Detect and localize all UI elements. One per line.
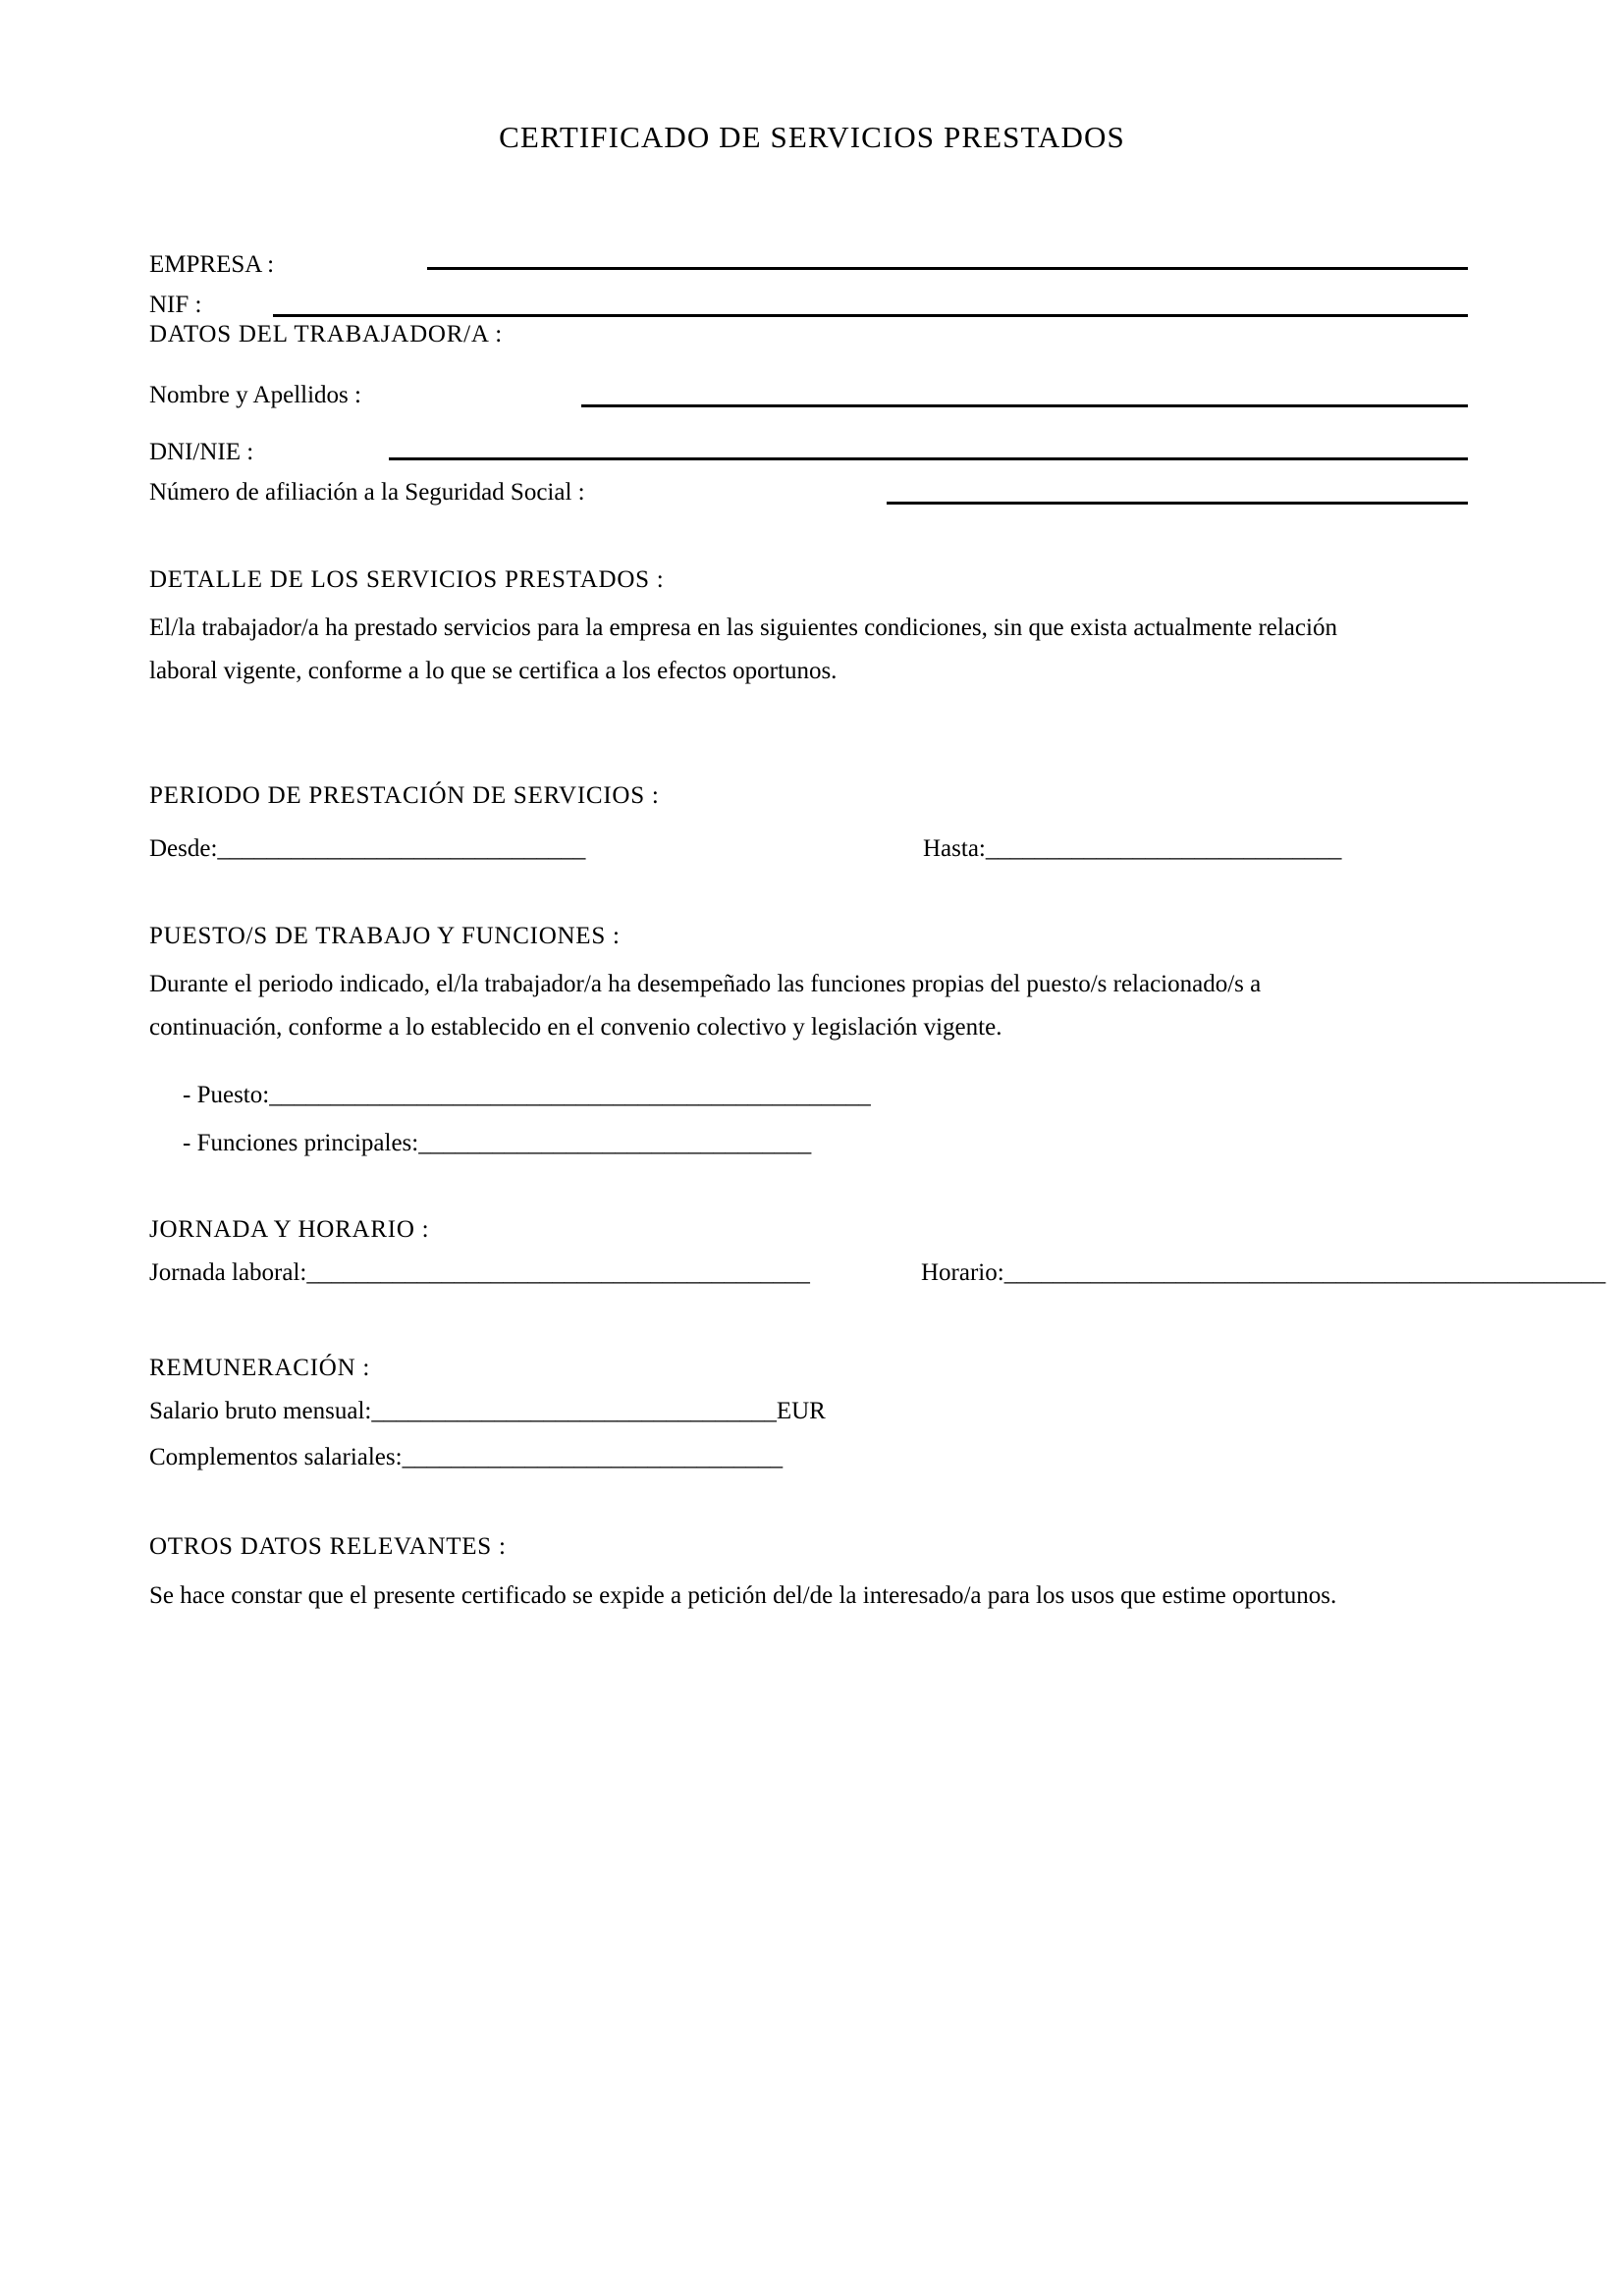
- horario-field[interactable]: [921, 1260, 1605, 1285]
- page-title: CERTIFICADO DE SERVICIOS PRESTADOS: [499, 120, 1125, 154]
- salario-bruto-input-fill[interactable]: _________________________________: [371, 1398, 777, 1424]
- hasta-label: Hasta:: [923, 835, 986, 862]
- jornada-laboral-field[interactable]: [149, 1260, 810, 1285]
- afiliacion-input-rule[interactable]: [887, 502, 1468, 505]
- hasta-input-fill[interactable]: _____________________________: [985, 835, 1342, 862]
- nif-input-rule[interactable]: [273, 314, 1468, 317]
- funciones-field[interactable]: [183, 1131, 811, 1155]
- puesto-label: - Puesto:: [183, 1082, 270, 1108]
- desde-label: Desde:: [149, 835, 218, 862]
- periodo-heading: PERIODO DE PRESTACIÓN DE SERVICIOS :: [149, 782, 660, 809]
- desde-input-fill[interactable]: ______________________________: [217, 835, 586, 862]
- detalle-heading: DETALLE DE LOS SERVICIOS PRESTADOS :: [149, 566, 665, 593]
- empresa-input-rule[interactable]: [427, 267, 1468, 270]
- jornada-laboral-label: Jornada laboral:: [149, 1259, 307, 1286]
- complementos-label: Complementos salariales:: [149, 1444, 403, 1470]
- horario-input-fill[interactable]: _________________________________________________: [1003, 1259, 1606, 1286]
- jornada-laboral-input-fill[interactable]: _________________________________________: [306, 1259, 810, 1286]
- puestos-body: Durante el periodo indicado, el/la trabajador/a ha desempeñado las funciones propias del puesto/s relacionado/s a continuación, conforme a lo establecido en el convenio colectivo y legislación vigente.: [149, 971, 1262, 1041]
- desde-field[interactable]: [149, 836, 585, 861]
- jornada-heading: JORNADA Y HORARIO :: [149, 1216, 430, 1243]
- nif-label: NIF :: [149, 292, 202, 318]
- horario-label: Horario:: [921, 1259, 1004, 1286]
- salario-bruto-label: Salario bruto mensual:: [149, 1398, 372, 1424]
- otros-body: Se hace constar que el presente certificado se expide a petición del/de la interesado/a para los usos que estime oportunos.: [149, 1582, 1337, 1609]
- dni-nie-input-rule[interactable]: [389, 457, 1468, 460]
- funciones-label: - Funciones principales:: [183, 1130, 419, 1156]
- detalle-body: El/la trabajador/a ha prestado servicios para la empresa en las siguientes condiciones, sin que exista actualmente relación laboral vigente, conforme a lo que se certifica a los efectos oportunos.: [149, 614, 1337, 684]
- salario-currency-label: EUR: [776, 1398, 826, 1424]
- nombre-apellidos-input-rule[interactable]: [581, 404, 1468, 407]
- complementos-input-fill[interactable]: _______________________________: [402, 1444, 784, 1470]
- funciones-input-fill[interactable]: ________________________________: [418, 1130, 812, 1156]
- nombre-apellidos-label: Nombre y Apellidos :: [149, 382, 361, 408]
- puestos-heading: PUESTO/S DE TRABAJO Y FUNCIONES :: [149, 923, 621, 949]
- puesto-input-fill[interactable]: _________________________________________________: [269, 1082, 871, 1108]
- salario-bruto-field[interactable]: [149, 1399, 826, 1423]
- worker-data-heading: DATOS DEL TRABAJADOR/A :: [149, 321, 503, 347]
- empresa-label: EMPRESA :: [149, 251, 275, 278]
- afiliacion-label: Número de afiliación a la Seguridad Social :: [149, 479, 585, 506]
- puesto-field[interactable]: [183, 1083, 871, 1107]
- complementos-field[interactable]: [149, 1445, 783, 1469]
- dni-nie-label: DNI/NIE :: [149, 439, 254, 465]
- hasta-field[interactable]: [923, 836, 1341, 861]
- otros-heading: OTROS DATOS RELEVANTES :: [149, 1533, 507, 1560]
- remuneracion-heading: REMUNERACIÓN :: [149, 1355, 371, 1381]
